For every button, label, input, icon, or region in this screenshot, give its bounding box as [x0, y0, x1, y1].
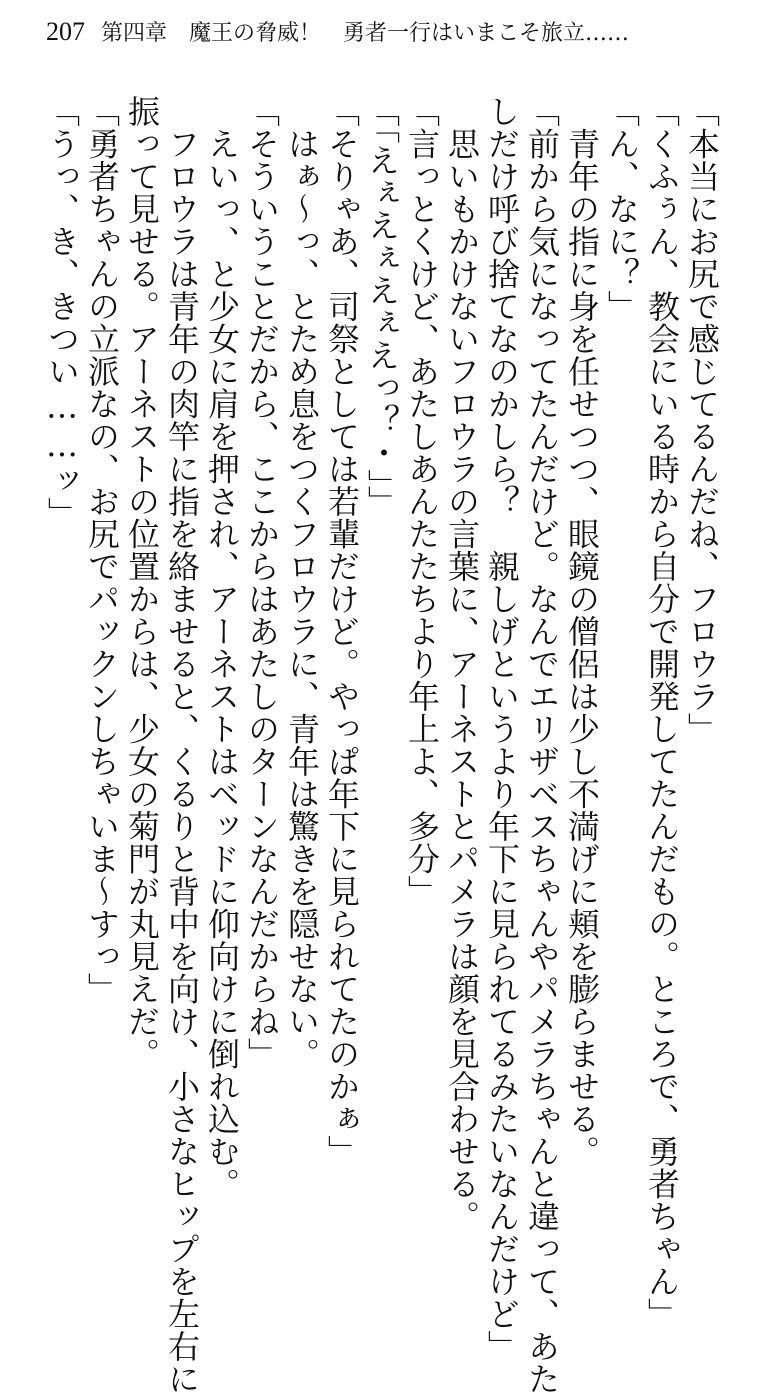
- text-column: 「言っとくけど、あたしあんたたちより年上よ、多分」: [403, 95, 441, 908]
- body-text: [42, 95, 722, 1395]
- text-column: 「勇者ちゃんの立派なの、お尻でパックンしちゃいま～すっ」: [83, 95, 121, 1005]
- page-number: 207: [46, 17, 85, 46]
- text-column: 思いもかけないフロウラの言葉に、アーネストとパメラは顔を見合わせる。: [443, 95, 481, 1233]
- chapter-title: 第四章 魔王の脅威！ 勇者一行はいまこそ旅立……: [101, 21, 630, 46]
- text-column: 振って見せる。アーネストの位置からは、少女の菊門が丸見えだ。: [123, 95, 161, 1070]
- text-column: えいっ、と少女に肩を押され、アーネストはベッドに仰向けに倒れ込む。: [203, 95, 241, 1200]
- text-column: 青年の指に身を任せつつ、眼鏡の僧侶は少し不満げに頬を膨らませる。: [563, 95, 601, 1168]
- text-column: 「ん、なに？」: [603, 95, 641, 323]
- text-column: 「くふぅん、教会にいる時から自分で開発してたんだもの。ところで、勇者ちゃん」: [643, 95, 681, 1330]
- text-column: しだけ呼び捨てなのかしら？ 親しげというより年下に見られてるみたいなんだけど」: [483, 95, 521, 1363]
- text-column: フロウラは青年の肉竿に指を絡ませると、くるりと背中を向け、小さなヒップを左右に: [163, 95, 201, 1395]
- text-column: 「本当にお尻で感じてるんだね、フロウラ」: [683, 95, 721, 745]
- text-column: はぁ～っ、とため息をつくフロウラに、青年は驚きを隠せない。: [283, 95, 321, 1070]
- running-header: [46, 16, 629, 56]
- text-column: 「うっ、き、きつい……ッ」: [43, 95, 81, 530]
- text-column: 「「えぇえぇえぇえっ？・」」: [363, 95, 401, 518]
- text-column: 「前から気になってたんだけど。なんでエリザベスちゃんやパメラちゃんと違って、あた: [523, 95, 561, 1395]
- text-column: 「そういうことだから、ここからはあたしのターンなんだからね」: [243, 95, 281, 1070]
- text-column: 「そりゃあ、司祭としては若輩だけど。やっぱ年下に見られてたのかぁ」: [323, 95, 361, 1168]
